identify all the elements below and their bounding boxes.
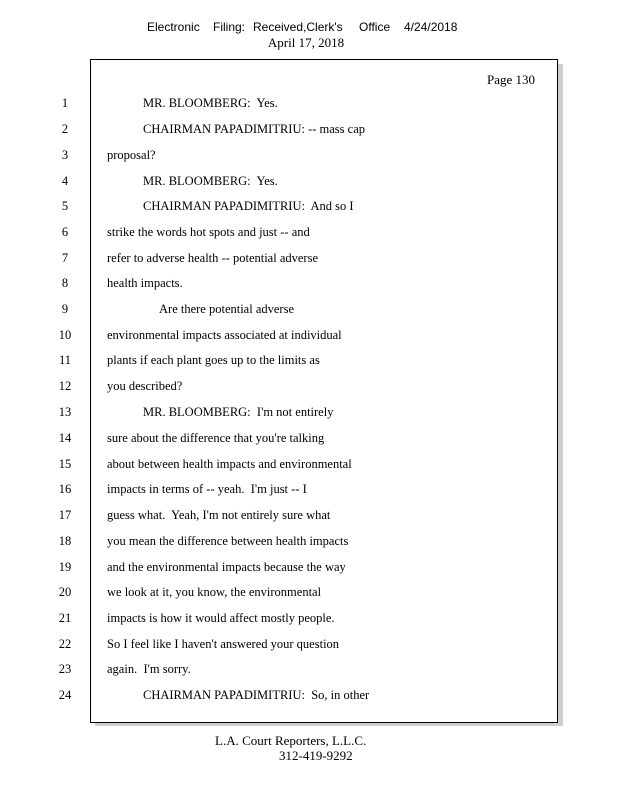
- line-text: impacts is how it would affect mostly people.: [107, 611, 335, 625]
- hearing-date: [0, 35, 618, 51]
- line-number: 15: [58, 457, 72, 471]
- line-text: guess what. Yeah, I'm not entirely sure what: [107, 508, 331, 522]
- hearing-date-text: April 17, 2018: [267, 35, 345, 50]
- transcript-line: [0, 585, 618, 601]
- line-number: 18: [58, 534, 72, 548]
- line-text: refer to adverse health -- potential adverse: [107, 251, 319, 265]
- transcript-line: [0, 405, 618, 421]
- transcript-line: [0, 534, 618, 550]
- transcript-line: [0, 96, 618, 112]
- line-number: 3: [61, 148, 69, 162]
- line-number: 23: [58, 662, 72, 676]
- line-text: Are there potential adverse: [159, 302, 295, 316]
- line-number: 2: [61, 122, 69, 136]
- line-text: health impacts.: [107, 276, 183, 290]
- transcript-line: [0, 688, 618, 704]
- line-number: 11: [58, 353, 72, 367]
- line-text: again. I'm sorry.: [107, 662, 191, 676]
- line-number: 9: [61, 302, 69, 316]
- transcript-line: [0, 122, 618, 138]
- line-number: 20: [58, 585, 72, 599]
- transcript-line: [0, 482, 618, 498]
- line-number: 19: [58, 560, 72, 574]
- transcript-line: [0, 457, 618, 473]
- line-text: sure about the difference that you're talking: [107, 431, 325, 445]
- footer-company: L.A. Court Reporters, L.L.C.: [215, 733, 367, 748]
- line-number: 12: [58, 379, 72, 393]
- footer-phone: 312-419-9292: [279, 748, 353, 763]
- line-text: MR. BLOOMBERG: Yes.: [143, 174, 278, 188]
- line-text: CHAIRMAN PAPADIMITRIU: -- mass cap: [143, 122, 365, 136]
- transcript-line: [0, 148, 618, 164]
- line-text: strike the words hot spots and just -- and: [107, 225, 310, 239]
- transcript-line: [0, 431, 618, 447]
- transcript-line: [0, 328, 618, 344]
- transcript-line: [0, 174, 618, 190]
- transcript-line: [0, 353, 618, 369]
- line-number: 6: [61, 225, 69, 239]
- line-text: and the environmental impacts because the way: [107, 560, 346, 574]
- filing-label: Filing:: [213, 20, 246, 34]
- line-text: you described?: [107, 379, 183, 393]
- line-number: 24: [58, 688, 72, 702]
- line-text: about between health impacts and environmental: [107, 457, 352, 471]
- transcript-line: [0, 508, 618, 524]
- filing-date: 4/24/2018: [404, 20, 458, 34]
- line-text: impacts in terms of -- yeah. I'm just -- I: [107, 482, 307, 496]
- transcript-line: [0, 637, 618, 653]
- line-number: 16: [58, 482, 72, 496]
- line-number: 4: [61, 174, 69, 188]
- line-number: 5: [61, 199, 69, 213]
- transcript-line: [0, 251, 618, 267]
- filing-electronic: Electronic: [147, 20, 200, 34]
- line-text: environmental impacts associated at individual: [107, 328, 342, 342]
- line-number: 7: [61, 251, 69, 265]
- filing-stamp-header: [0, 20, 618, 36]
- line-text: MR. BLOOMBERG: Yes.: [143, 96, 278, 110]
- line-number: 17: [58, 508, 72, 522]
- line-text: plants if each plant goes up to the limits as: [107, 353, 320, 367]
- transcript-line: [0, 276, 618, 292]
- line-text: MR. BLOOMBERG: I'm not entirely: [143, 405, 334, 419]
- transcript-line: [0, 302, 618, 318]
- line-text: proposal?: [107, 148, 156, 162]
- page-number: Page 130: [487, 72, 536, 87]
- transcript-line: [0, 662, 618, 678]
- line-number: 22: [58, 637, 72, 651]
- line-number: 10: [58, 328, 72, 342]
- line-text: So I feel like I haven't answered your question: [107, 637, 340, 651]
- line-number: 21: [58, 611, 72, 625]
- transcript-line: [0, 225, 618, 241]
- transcript-line: [0, 611, 618, 627]
- line-text: CHAIRMAN PAPADIMITRIU: So, in other: [143, 688, 370, 702]
- filing-office: Office: [359, 20, 391, 34]
- line-text: CHAIRMAN PAPADIMITRIU: And so I: [143, 199, 354, 213]
- filing-received: Received,Clerk's: [253, 20, 343, 34]
- line-number: 13: [58, 405, 72, 419]
- line-number: 8: [61, 276, 69, 290]
- line-text: we look at it, you know, the environmental: [107, 585, 322, 599]
- transcript-line: [0, 379, 618, 395]
- transcript-line: [0, 199, 618, 215]
- line-number: 14: [58, 431, 72, 445]
- line-number: 1: [61, 96, 69, 110]
- transcript-line: [0, 560, 618, 576]
- line-text: you mean the difference between health impacts: [107, 534, 349, 548]
